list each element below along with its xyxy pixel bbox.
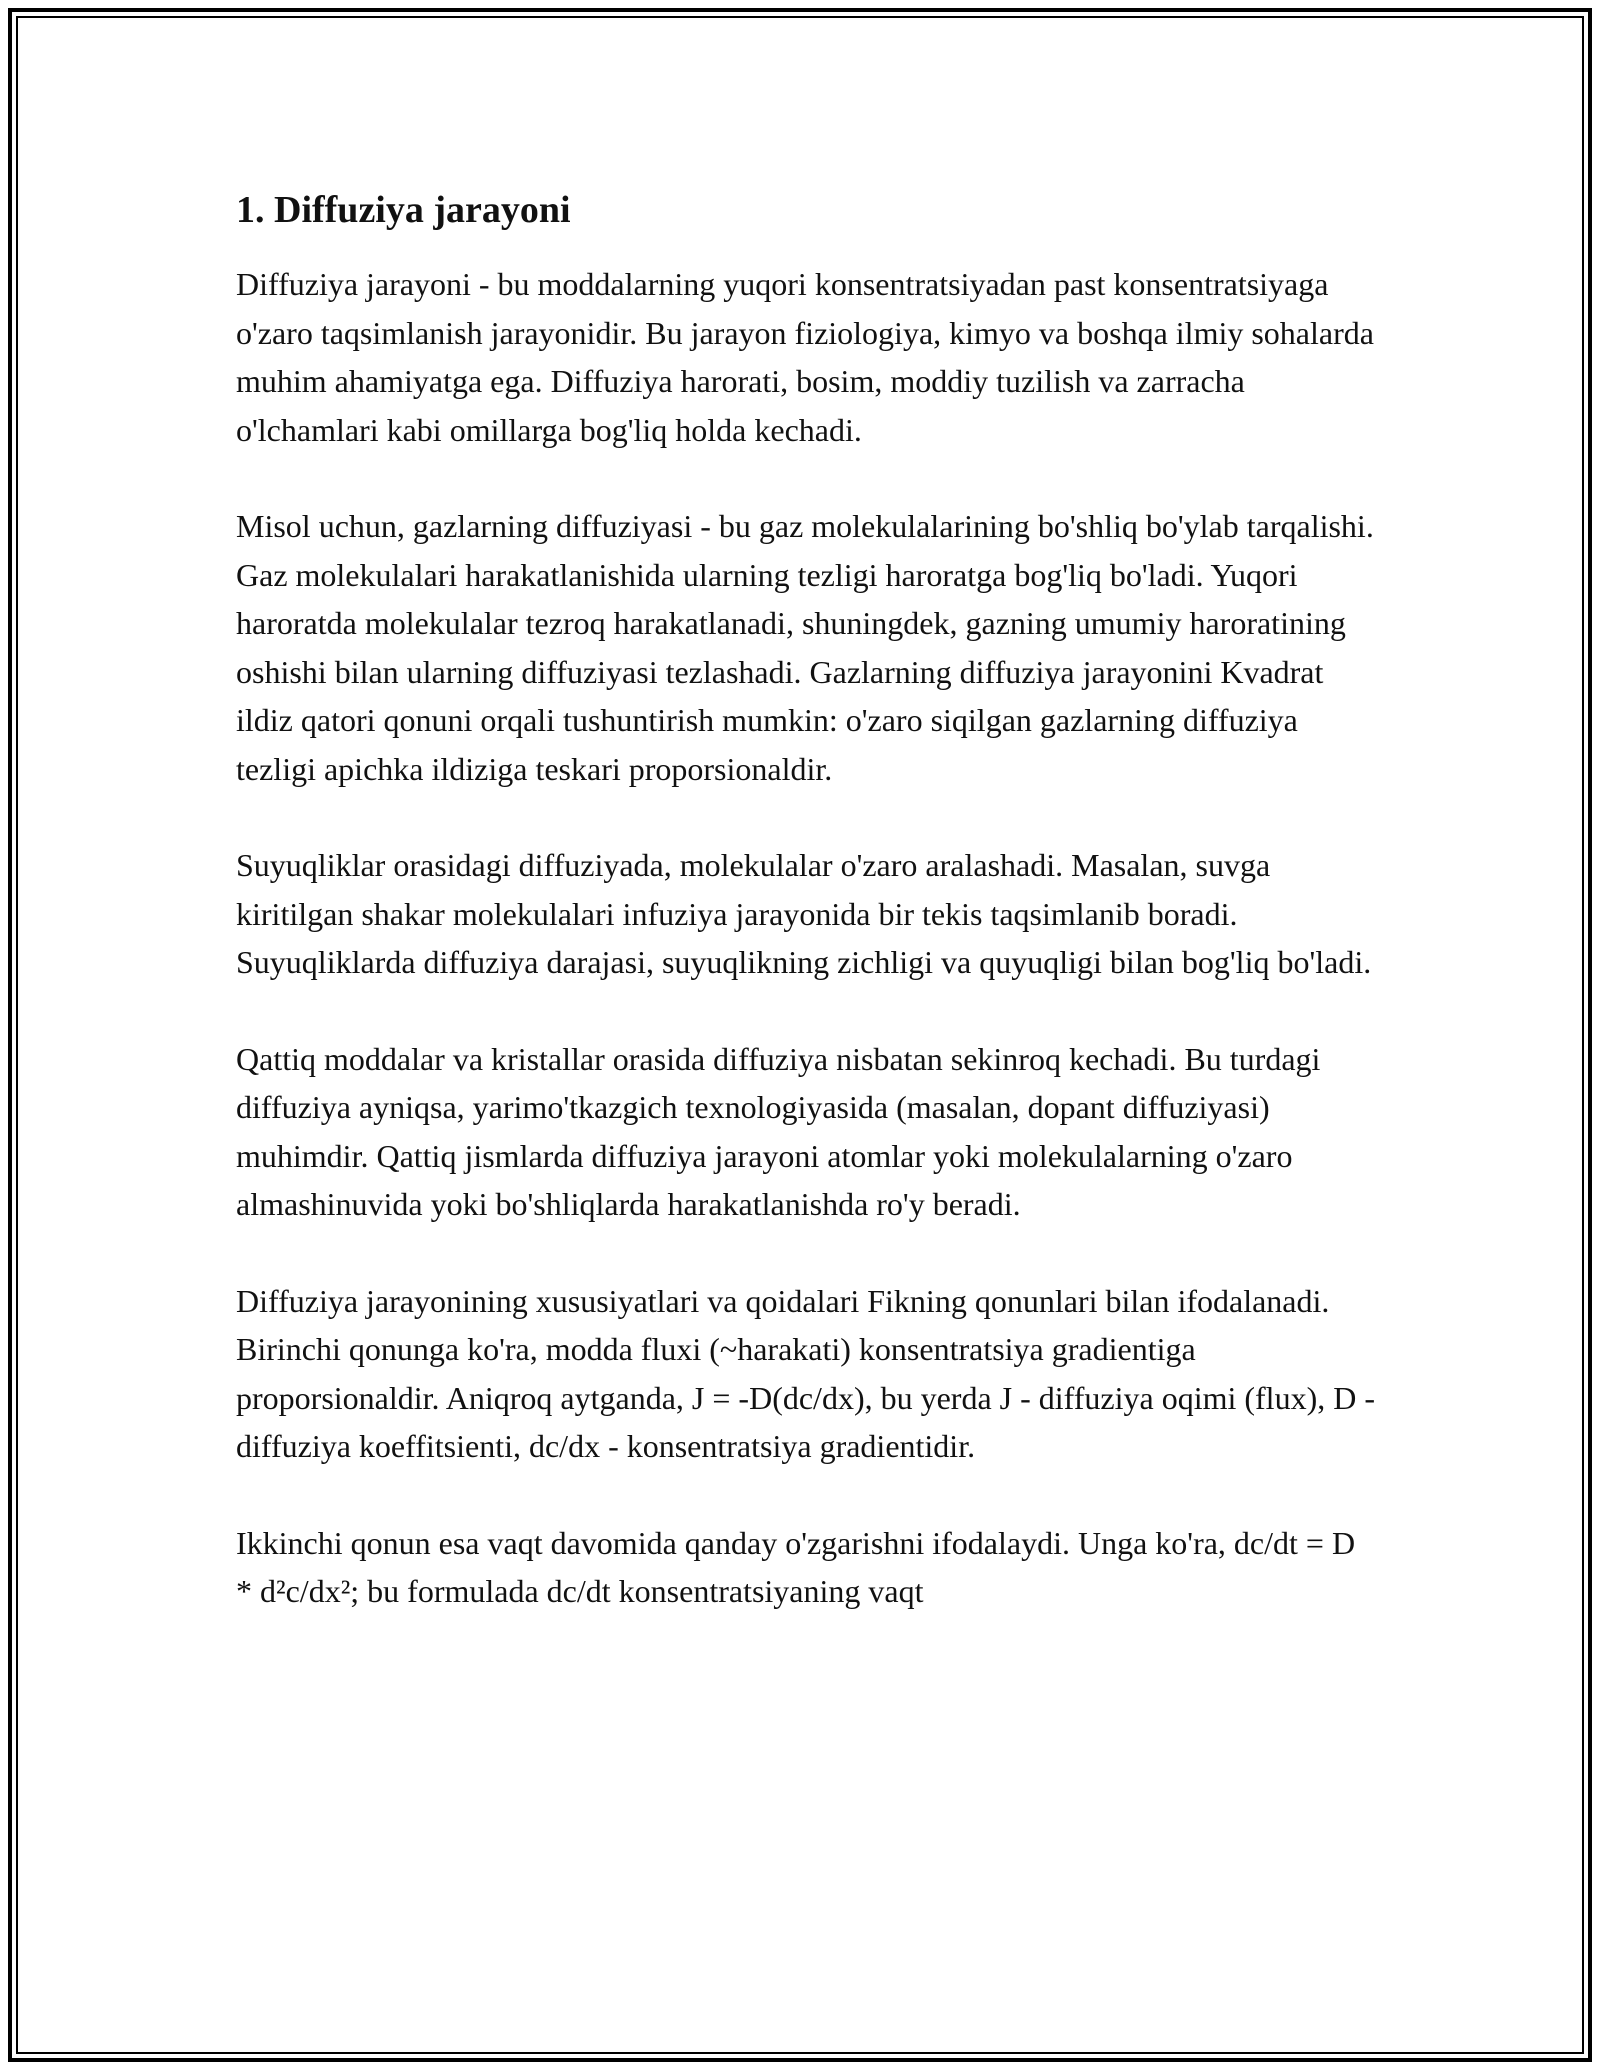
paragraph-intro: Diffuziya jarayoni - bu moddalarning yuqori konsentratsiyadan past konsentratsiyaga o'zaro taqsimlanish jarayonidir. Bu jarayon fiziologiya, kimyo va boshqa ilmiy sohalarda muhim ahamiyatga ega. Diffuziya harorati, bosim, moddiy tuzilish va zarracha o'lchamlari kabi omillarga bog'liq holda kechadi. (236, 266, 1374, 448)
paragraph-solid-diffusion: Qattiq moddalar va kristallar orasida diffuziya nisbatan sekinroq kechadi. Bu turdagi diffuziya ayniqsa, yarimo'tkazgich texnologiyasida (masalan, dopant diffuziyasi) muhimdir. Qattiq jismlarda diffuziya jarayoni atomlar yoki molekulalarning o'zaro almashinuvida yoki bo'shliqlarda harakatlanishda ro'y beradi. (236, 1040, 1321, 1222)
section-heading: 1. Diffuziya jarayoni (236, 189, 571, 231)
paragraph-gas-diffusion: Misol uchun, gazlarning diffuziyasi - bu gaz molekulalarining bo'shliq bo'ylab tarqalishi. Gaz molekulalari harakatlanishida ularning tezligi haroratga bog'liq bo'ladi. Yuqori haroratda molekulalar tezroq harakatlanadi, shuningdek, gazning umumiy haroratining oshishi bilan ularning diffuziyasi tezlashadi. Gazlarning diffuziya jarayonini Kvadrat ildiz qatori qonuni orqali tushuntirish mumkin: o'zaro siqilgan gazlarning diffuziya tezligi apichka ildiziga teskari proporsionaldir. (236, 508, 1374, 787)
document-body (236, 186, 1376, 1616)
paragraph-fick-first-law: Diffuziya jarayonining xususiyatlari va qoidalari Fikning qonunlari bilan ifodalanadi. Birinchi qonunga ko'ra, modda fluxi (~harakati) konsentratsiya gradientiga proporsionaldir. Aniqroq aytganda, J = -D(dc/dx), bu yerda J - diffuziya oqimi (flux), D - diffuziya koeffitsienti, dc/dx - konsentratsiya gradientidir. (236, 1282, 1375, 1464)
paragraph-fick-second-law: Ikkinchi qonun esa vaqt davomida qanday o'zgarishni ifodalaydi. Unga ko'ra, dc/dt = D * d²c/dx²; bu formulada dc/dt konsentratsiyaning vaqt (236, 1524, 1356, 1609)
paragraph-liquid-diffusion: Suyuqliklar orasidagi diffuziyada, molekulalar o'zaro aralashadi. Masalan, suvga kiritilgan shakar molekulalari infuziya jarayonida bir tekis taqsimlanib boradi. Suyuqliklarda diffuziya darajasi, suyuqlikning zichligi va quyuqligi bilan bog'liq bo'ladi. (236, 847, 1372, 980)
